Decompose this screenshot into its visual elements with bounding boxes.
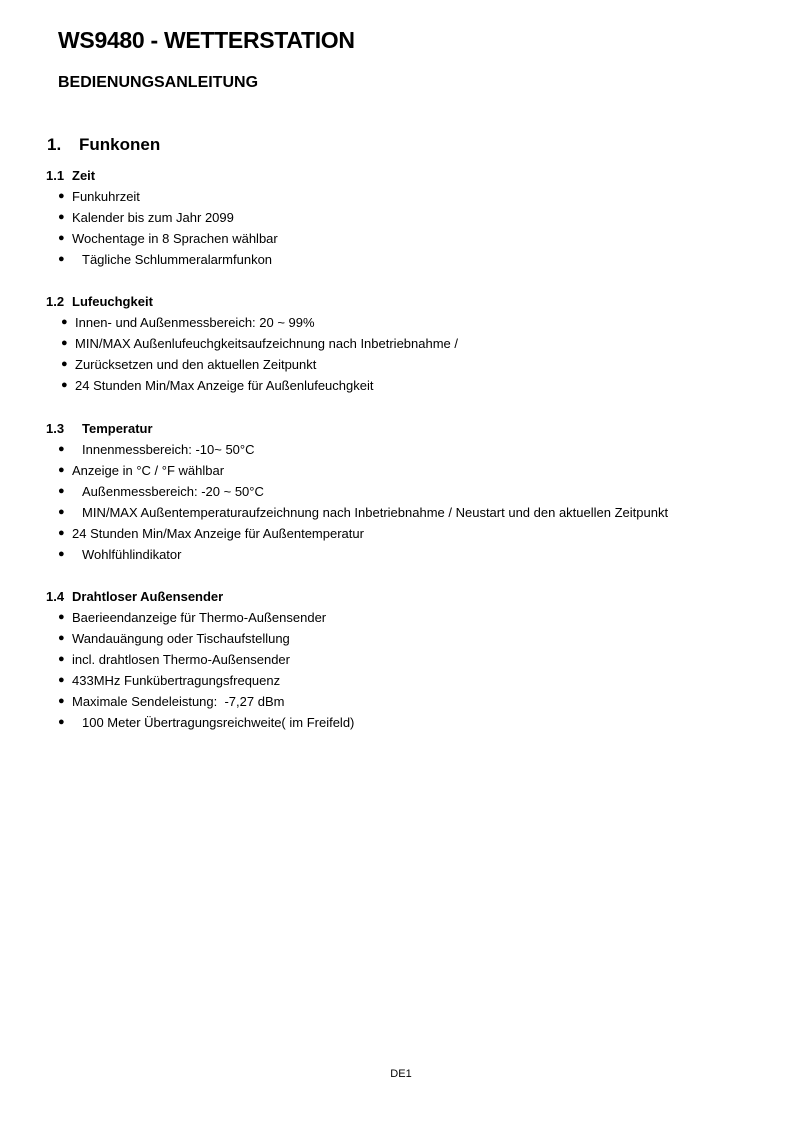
bullet-icon: ● — [61, 316, 68, 328]
section-heading — [46, 165, 766, 186]
bullet-icon: ● — [58, 716, 65, 728]
list-item: ● Kalender bis zum Jahr 2099 — [46, 207, 766, 228]
section-number: 1.1 — [46, 168, 65, 183]
bullet-icon: ● — [58, 443, 65, 455]
list-item: ● Innen- und Außenmessbereich: 20 ~ 99% — [46, 312, 766, 333]
section-lufeuchgkeit — [46, 291, 766, 396]
list-item: ● Maximale Sendeleistung: -7,27 dBm — [46, 691, 766, 712]
bullet-icon: ● — [58, 253, 65, 265]
list-item: ● Funkuhrzeit — [46, 186, 766, 207]
list-item: ● Tägliche Schlummeralarmfunkon — [46, 249, 766, 270]
chapter-number: 1. — [47, 135, 62, 154]
section-number: 1.2 — [46, 294, 65, 309]
section-title: Drahtloser Außensender — [72, 589, 224, 604]
list-item: ● Zurücksetzen und den aktuellen Zeitpunkt — [46, 354, 766, 375]
bullet-icon: ● — [58, 506, 65, 518]
bullet-icon: ● — [58, 232, 65, 244]
list-item: ● Außenmessbereich: -20 ~ 50°C — [46, 481, 766, 502]
feature-list — [46, 186, 766, 270]
bullet-icon: ● — [61, 379, 68, 391]
bullet-icon: ● — [58, 611, 65, 623]
list-item: ● incl. drahtlosen Thermo-Außensender — [46, 649, 766, 670]
bullet-icon: ● — [58, 485, 65, 497]
bullet-icon: ● — [58, 190, 65, 202]
feature-list — [46, 439, 766, 565]
feature-list — [46, 312, 766, 396]
list-item: ● 24 Stunden Min/Max Anzeige für Außentemperatur — [46, 523, 766, 544]
bullet-icon: ● — [58, 653, 65, 665]
section-number: 1.3 — [46, 421, 65, 436]
list-item: ● Anzeige in °C / °F wählbar — [46, 460, 766, 481]
bullet-icon: ● — [58, 548, 65, 560]
list-item: ● MIN/MAX Außentemperaturaufzeichnung nach Inbetriebnahme / Neustart und den aktuellen Zeitpunkt — [46, 502, 766, 523]
chapter-title: Funkonen — [79, 135, 161, 154]
section-heading — [46, 418, 766, 439]
list-item: ● Wohlfühlindikator — [46, 544, 766, 565]
section-title: Lufeuchgkeit — [72, 294, 153, 309]
section-title: Zeit — [72, 168, 96, 183]
bullet-icon: ● — [61, 358, 68, 370]
document-title: WS9480 - WETTERSTATION — [58, 27, 355, 53]
bullet-icon: ● — [58, 211, 65, 223]
bullet-icon: ● — [61, 337, 68, 349]
list-item: ● 24 Stunden Min/Max Anzeige für Außenlufeuchgkeit — [46, 375, 766, 396]
chapter-heading — [47, 135, 160, 155]
section-number: 1.4 — [46, 589, 65, 604]
list-item: ● Wochentage in 8 Sprachen wählbar — [46, 228, 766, 249]
list-item: ● 100 Meter Übertragungsreichweite( im Freifeld) — [46, 712, 766, 733]
list-item: ● Innenmessbereich: -10~ 50°C — [46, 439, 766, 460]
document-subtitle: BEDIENUNGSANLEITUNG — [58, 74, 259, 91]
bullet-icon: ● — [58, 632, 65, 644]
page-number: DE1 — [390, 1068, 412, 1080]
list-item: ● Wandauängung oder Tischaufstellung — [46, 628, 766, 649]
section-drahtloser-aussensender — [46, 586, 766, 733]
bullet-icon: ● — [58, 674, 65, 686]
section-heading — [46, 291, 766, 312]
feature-list — [46, 607, 766, 733]
bullet-icon: ● — [58, 527, 65, 539]
section-zeit — [46, 165, 766, 270]
section-title: Temperatur — [82, 421, 153, 436]
section-temperatur — [46, 418, 766, 565]
section-heading — [46, 586, 766, 607]
bullet-icon: ● — [58, 695, 65, 707]
list-item: ● Baerieendanzeige für Thermo-Außensender — [46, 607, 766, 628]
list-item: ● 433MHz Funkübertragungsfrequenz — [46, 670, 766, 691]
list-item: ● MIN/MAX Außenlufeuchgkeitsaufzeichnung nach Inbetriebnahme / — [46, 333, 766, 354]
bullet-icon: ● — [58, 464, 65, 476]
